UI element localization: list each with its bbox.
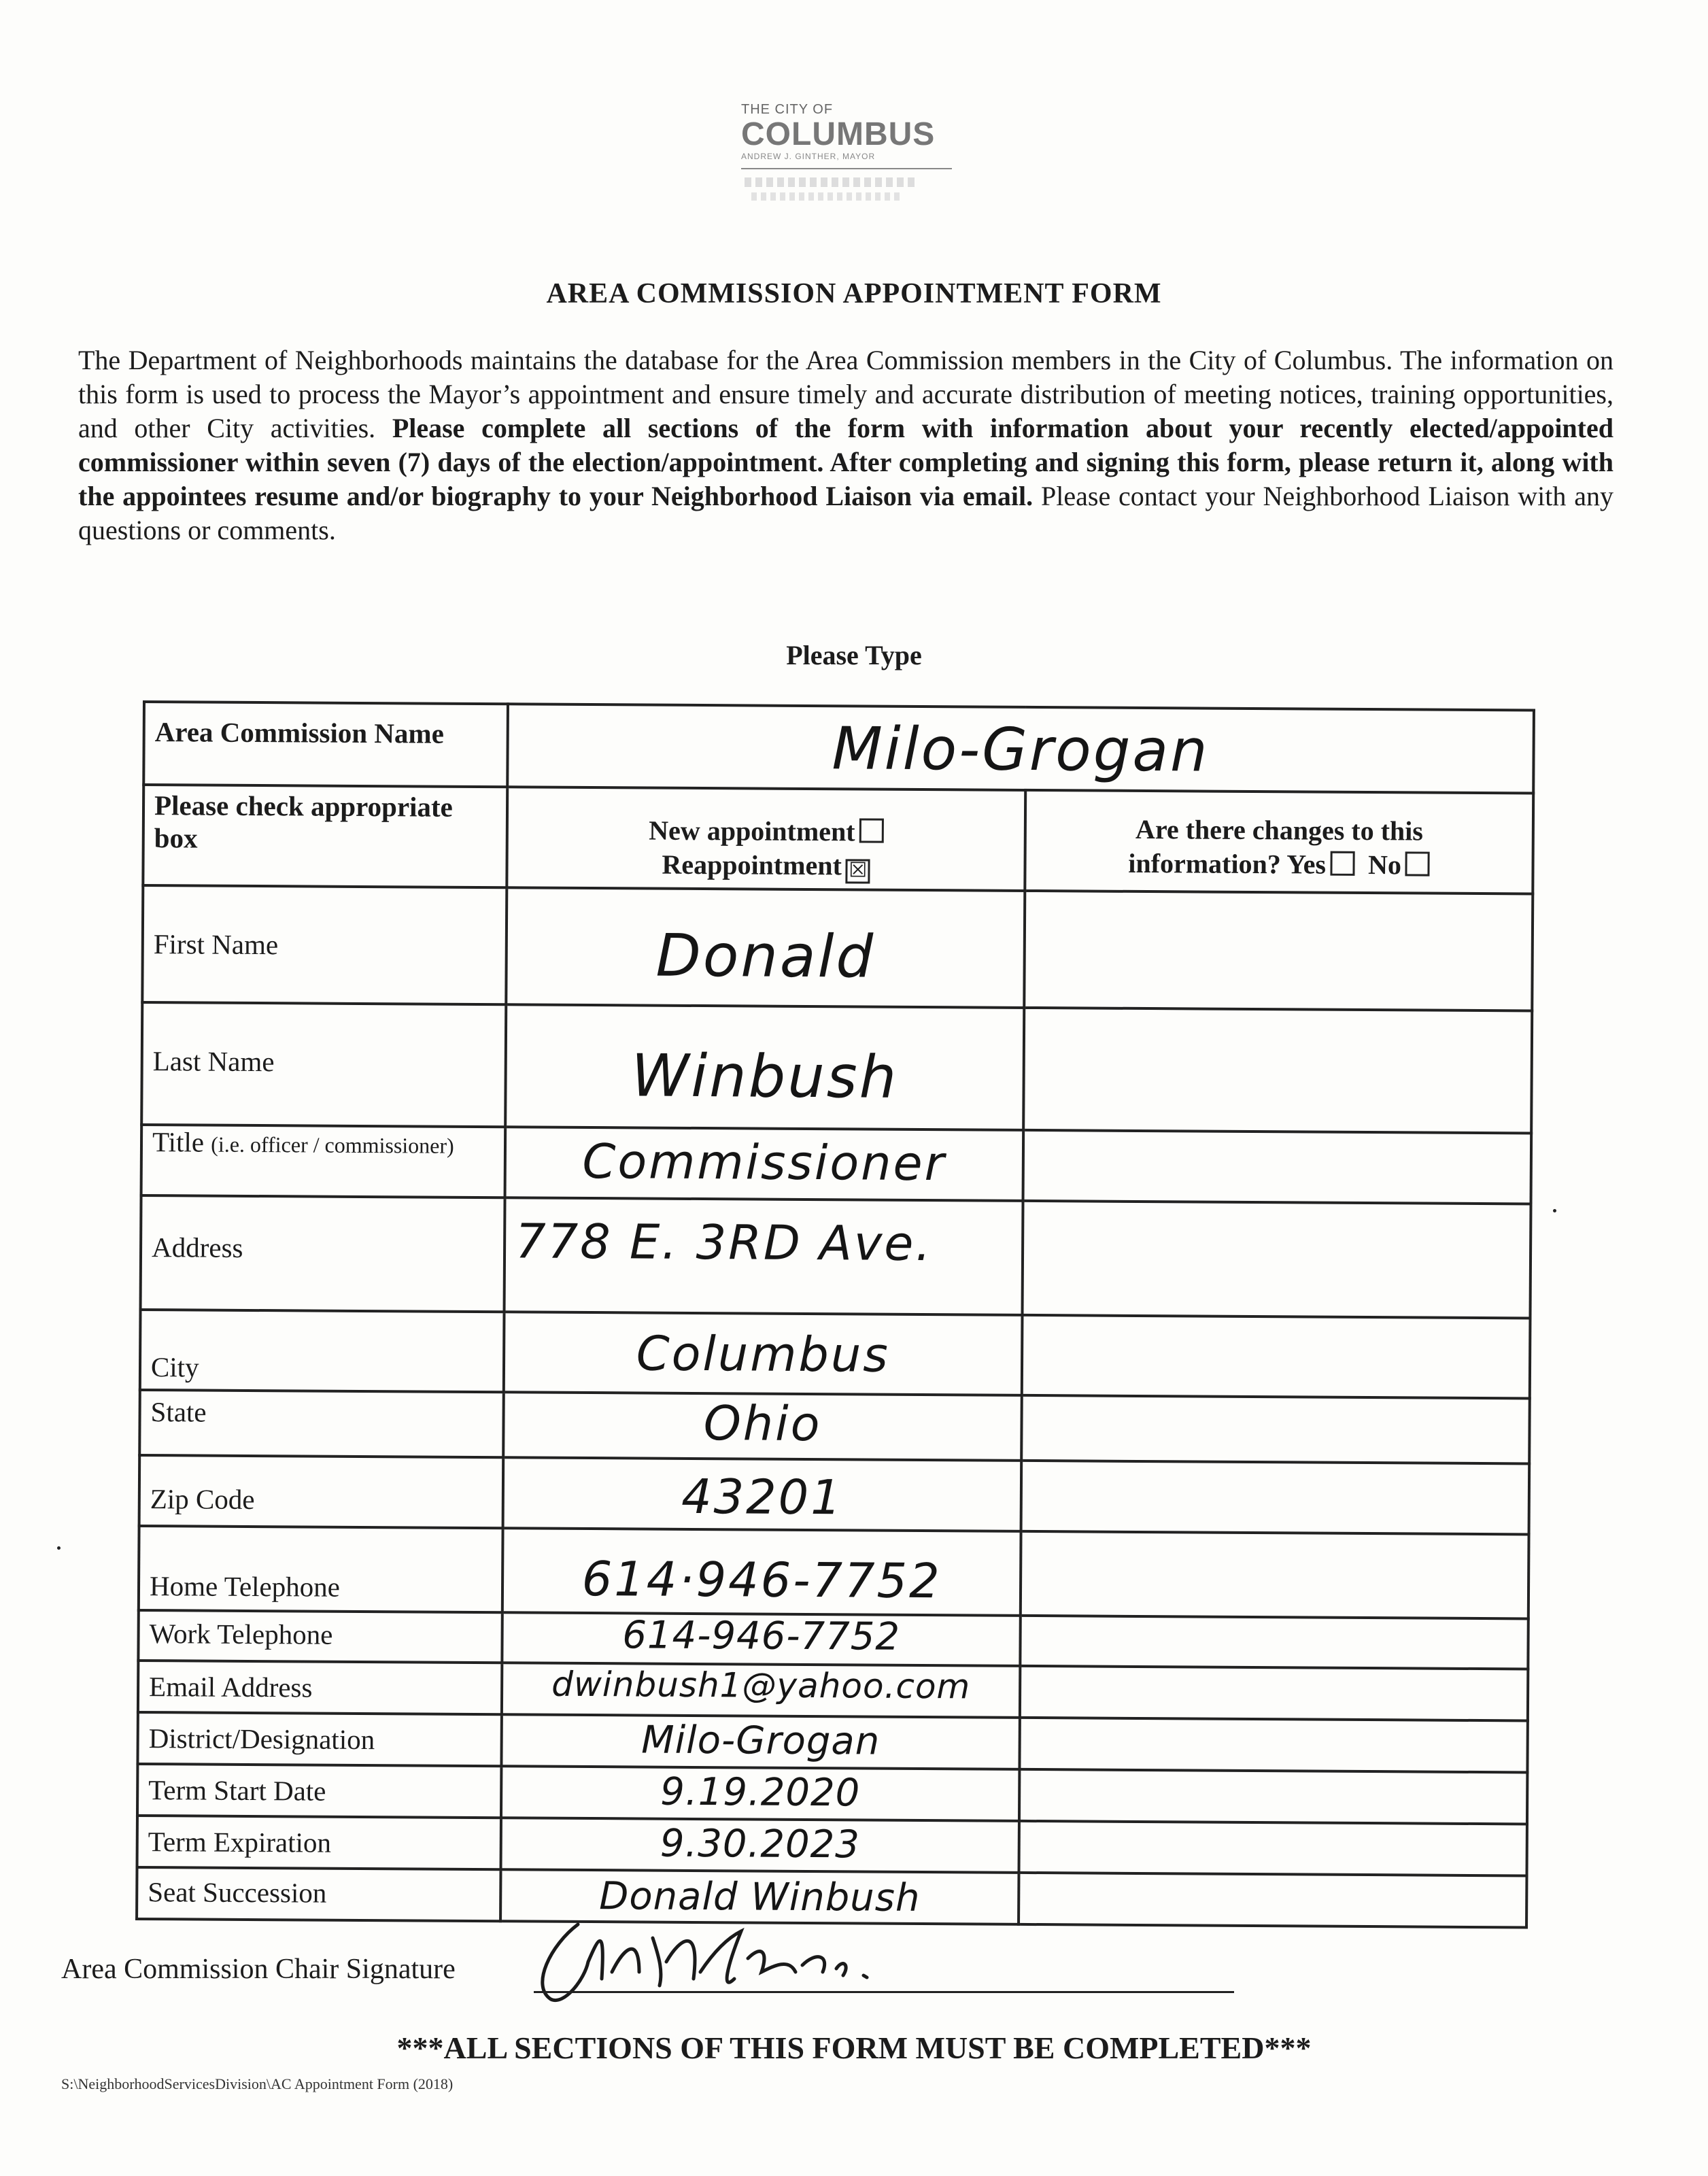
email-changes-cell[interactable] xyxy=(1020,1666,1528,1721)
zip-changes-cell[interactable] xyxy=(1021,1461,1529,1535)
title-changes-cell[interactable] xyxy=(1023,1130,1531,1204)
table-row xyxy=(142,885,1533,1010)
term-expiration-label: Term Expiration xyxy=(148,1826,332,1858)
title-value: Commissioner xyxy=(582,1133,946,1192)
last-name-cell[interactable] xyxy=(505,1004,1024,1130)
row-label-cell xyxy=(141,1195,505,1312)
row-label-cell xyxy=(141,1125,506,1197)
term-start-changes-cell[interactable] xyxy=(1019,1769,1527,1824)
seat-succession-value: Donald Winbush xyxy=(599,1874,921,1921)
email-label: Email Address xyxy=(149,1671,313,1703)
appointment-choices xyxy=(517,788,1014,884)
district-label: District/Designation xyxy=(148,1722,375,1756)
last-name-value: Winbush xyxy=(630,1042,899,1112)
table-row xyxy=(139,1390,1530,1463)
table-row xyxy=(139,1526,1529,1618)
email-cell[interactable] xyxy=(502,1663,1021,1718)
district-changes-cell[interactable] xyxy=(1020,1718,1528,1773)
title-cell[interactable] xyxy=(505,1127,1023,1201)
row-label-cell xyxy=(140,1310,505,1392)
table-row xyxy=(141,1195,1531,1318)
intro-text-3: Please contact your Neighborhood Liaison with any questions or comments. xyxy=(78,481,1614,545)
reappointment-label: Reappointment xyxy=(662,849,842,881)
table-row xyxy=(140,1310,1531,1398)
changes-cell xyxy=(1025,790,1534,894)
city-value: Columbus xyxy=(636,1325,890,1383)
row-label-cell xyxy=(137,1816,501,1869)
district-cell[interactable] xyxy=(501,1714,1020,1769)
table-row xyxy=(137,1764,1527,1824)
home-telephone-label: Home Telephone xyxy=(149,1570,341,1603)
chair-signature xyxy=(524,1897,959,2013)
row-label-cell xyxy=(138,1661,502,1714)
state-changes-cell[interactable] xyxy=(1021,1395,1529,1464)
row-label-cell xyxy=(137,1867,500,1921)
term-start-label: Term Start Date xyxy=(148,1774,326,1807)
intro-paragraph xyxy=(78,343,1613,547)
title-label-hint: (i.e. officer / commissioner) xyxy=(211,1132,454,1158)
work-telephone-label: Work Telephone xyxy=(149,1618,333,1650)
city-logo xyxy=(741,102,966,201)
row-label-cell xyxy=(139,1526,503,1612)
city-changes-cell[interactable] xyxy=(1022,1315,1530,1399)
table-row xyxy=(141,1002,1532,1133)
table-row xyxy=(138,1661,1528,1720)
form-title: AREA COMMISSION APPOINTMENT FORM xyxy=(546,278,1162,309)
footer-notice: ***ALL SECTIONS OF THIS FORM MUST BE COMPLETED*** xyxy=(396,2030,1312,2065)
first-name-label: First Name xyxy=(153,928,279,961)
city-label: City xyxy=(150,1351,199,1383)
term-expiration-value: 9.30.2023 xyxy=(660,1821,861,1867)
changes-q1: Are there changes to this xyxy=(1135,813,1424,847)
row-label-cell xyxy=(139,1390,504,1457)
last-name-label: Last Name xyxy=(152,1045,275,1078)
logo-tagline: ANDREW J. GINTHER, MAYOR xyxy=(741,152,876,161)
term-expiration-cell[interactable] xyxy=(500,1818,1019,1873)
area-name-value: Milo-Grogan xyxy=(832,715,1210,785)
last-name-changes-cell[interactable] xyxy=(1023,1008,1532,1134)
address-changes-cell[interactable] xyxy=(1023,1201,1531,1319)
city-cell[interactable] xyxy=(504,1312,1023,1395)
new-appointment-checkbox[interactable] xyxy=(859,818,883,843)
state-cell[interactable] xyxy=(503,1392,1022,1461)
signature-label: Area Commission Chair Signature xyxy=(61,1954,456,1985)
row-label-cell xyxy=(139,1455,504,1528)
work-telephone-value: 614-946-7752 xyxy=(622,1613,901,1659)
table-row xyxy=(143,785,1533,894)
title-label-wrap xyxy=(152,1126,494,1160)
changes-no-label: No xyxy=(1367,849,1402,881)
home-telephone-value: 614·946-7752 xyxy=(581,1550,942,1610)
reappointment-checkbox[interactable]: ☒ xyxy=(846,859,870,883)
zip-value: 43201 xyxy=(681,1468,844,1526)
address-label: Address xyxy=(151,1231,243,1263)
row-label-cell xyxy=(142,885,507,1004)
table-row xyxy=(137,1712,1527,1772)
state-value: Ohio xyxy=(703,1395,822,1452)
logo-rule xyxy=(741,168,952,169)
district-value: Milo-Grogan xyxy=(641,1718,881,1764)
first-name-value: Donald xyxy=(655,921,876,991)
table-row xyxy=(138,1610,1528,1669)
area-name-label: Area Commission Name xyxy=(154,716,444,749)
intro-text-1: The Department of Neighborhoods maintains the database for the Area Commission members in the City of Columbus. The information on this form is used to process the Mayor’s appointment and ensure timely and accurate distribution of meeting notices, training opportunities, and other City activities. xyxy=(78,345,1613,443)
check-label: Please check appropriate box xyxy=(154,789,453,854)
appointment-table xyxy=(135,700,1535,1928)
logo-faint-text-2 xyxy=(751,192,901,201)
check-label-cell xyxy=(143,785,507,887)
zip-label: Zip Code xyxy=(150,1483,255,1516)
title-label: Title xyxy=(152,1126,205,1158)
new-appointment-label: New appointment xyxy=(649,815,855,847)
seat-succession-changes-cell[interactable] xyxy=(1019,1873,1526,1928)
term-start-value: 9.19.2020 xyxy=(660,1769,861,1816)
address-value: 778 E. 3RD Ave. xyxy=(515,1213,933,1272)
area-name-label-cell xyxy=(143,702,508,787)
term-start-cell[interactable] xyxy=(501,1766,1020,1821)
email-value: dwinbush1@yahoo.com xyxy=(551,1664,971,1707)
file-path: S:\NeighborhoodServicesDivision\AC Appointment Form (2018) xyxy=(61,2075,454,2092)
scan-speck xyxy=(1553,1209,1556,1212)
please-type-label: Please Type xyxy=(786,640,922,670)
changes-yes-checkbox[interactable] xyxy=(1330,851,1354,876)
row-label-cell xyxy=(138,1610,502,1663)
logo-line1: THE CITY OF xyxy=(741,102,834,117)
table-row xyxy=(143,702,1534,793)
table-row xyxy=(141,1125,1532,1204)
first-name-changes-cell[interactable] xyxy=(1024,891,1533,1011)
intro-text-bold: Please complete all sections of the form with information about your recently elected/appointed commissioner within seven (7) days of the election/appointment. After completing and signing this form, please return it, along with the appointees resume and/or biography to your Neighborhood Liaison via email. xyxy=(78,413,1613,511)
appointment-type-cell xyxy=(507,787,1025,891)
logo-faint-text xyxy=(745,177,915,187)
changes-q2: information? Yes xyxy=(1128,847,1327,880)
state-label: State xyxy=(150,1396,207,1428)
table-row xyxy=(137,1816,1527,1875)
zip-cell[interactable] xyxy=(503,1457,1022,1531)
seat-succession-label: Seat Succession xyxy=(148,1876,327,1909)
address-cell[interactable] xyxy=(504,1197,1023,1315)
logo-line2: COLUMBUS xyxy=(741,116,936,152)
changes-question xyxy=(1036,792,1523,883)
home-telephone-changes-cell[interactable] xyxy=(1021,1531,1529,1619)
term-expiration-changes-cell[interactable] xyxy=(1019,1821,1527,1876)
home-telephone-cell[interactable] xyxy=(502,1528,1021,1616)
work-telephone-cell[interactable] xyxy=(502,1612,1021,1666)
row-label-cell xyxy=(141,1002,506,1127)
table-row xyxy=(139,1455,1530,1534)
signature-line xyxy=(534,1991,1234,1993)
area-name-value-cell[interactable] xyxy=(507,704,1534,793)
scan-speck xyxy=(57,1546,61,1550)
row-label-cell xyxy=(137,1764,501,1818)
work-telephone-changes-cell[interactable] xyxy=(1021,1616,1528,1669)
row-label-cell xyxy=(137,1712,501,1766)
changes-no-checkbox[interactable] xyxy=(1405,851,1430,876)
first-name-cell[interactable] xyxy=(506,887,1025,1008)
